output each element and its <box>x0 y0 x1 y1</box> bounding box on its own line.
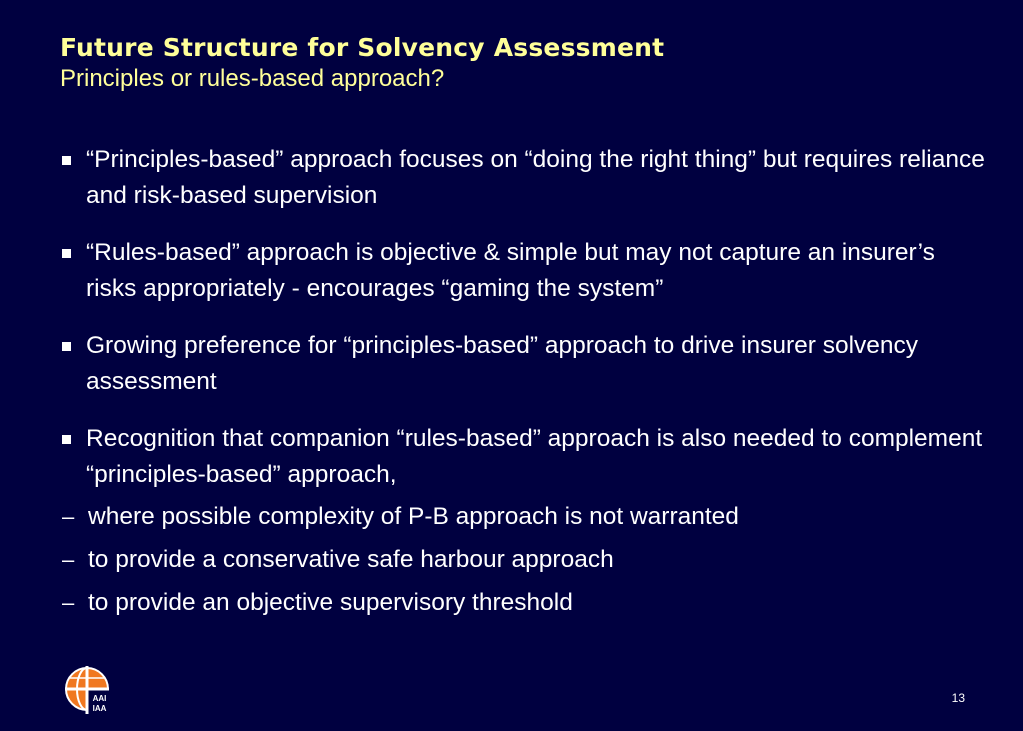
slide-subtitle: Principles or rules-based approach? <box>60 65 445 92</box>
sub-bullet-text: to provide an objective supervisory threshold <box>88 589 573 616</box>
bullet-item <box>60 142 990 214</box>
square-bullet-icon <box>62 249 71 258</box>
dash-bullet-icon: – <box>62 504 75 529</box>
square-bullet-icon <box>62 342 71 351</box>
bullet-text: “Principles-based” approach focuses on “doing the right thing” but requires reliance and risk-based supervision <box>86 146 985 209</box>
sub-bullet-item <box>60 542 990 578</box>
sub-bullet-item <box>60 499 990 535</box>
dash-bullet-icon: – <box>62 547 75 572</box>
bullet-text: Growing preference for “principles-based” approach to drive insurer solvency assessment <box>86 332 919 395</box>
logo-text-top: AAI <box>92 694 107 703</box>
dash-bullet-icon: – <box>62 590 75 615</box>
page-number: 13 <box>951 691 965 705</box>
sub-bullet-list <box>60 499 990 621</box>
bullet-item <box>60 421 990 493</box>
sub-bullet-text: where possible complexity of P-B approach is not warranted <box>88 503 739 530</box>
sub-bullet-item <box>60 585 990 621</box>
slide-title: Future Structure for Solvency Assessment <box>60 33 665 62</box>
bullet-text: Recognition that companion “rules-based” approach is also needed to complement “principles-based” approach, <box>86 425 983 488</box>
aai-iaa-logo-icon <box>62 664 112 716</box>
logo-text-bottom: IAA <box>92 704 107 713</box>
bullet-text: “Rules-based” approach is objective & simple but may not capture an insurer’s risks appropriately - encourages “gaming the system” <box>86 239 935 302</box>
sub-bullet-text: to provide a conservative safe harbour approach <box>88 546 614 573</box>
title-block <box>60 32 664 94</box>
square-bullet-icon <box>62 435 71 444</box>
bullet-item <box>60 235 990 307</box>
bullet-list <box>60 142 990 628</box>
bullet-item <box>60 328 990 400</box>
square-bullet-icon <box>62 156 71 165</box>
